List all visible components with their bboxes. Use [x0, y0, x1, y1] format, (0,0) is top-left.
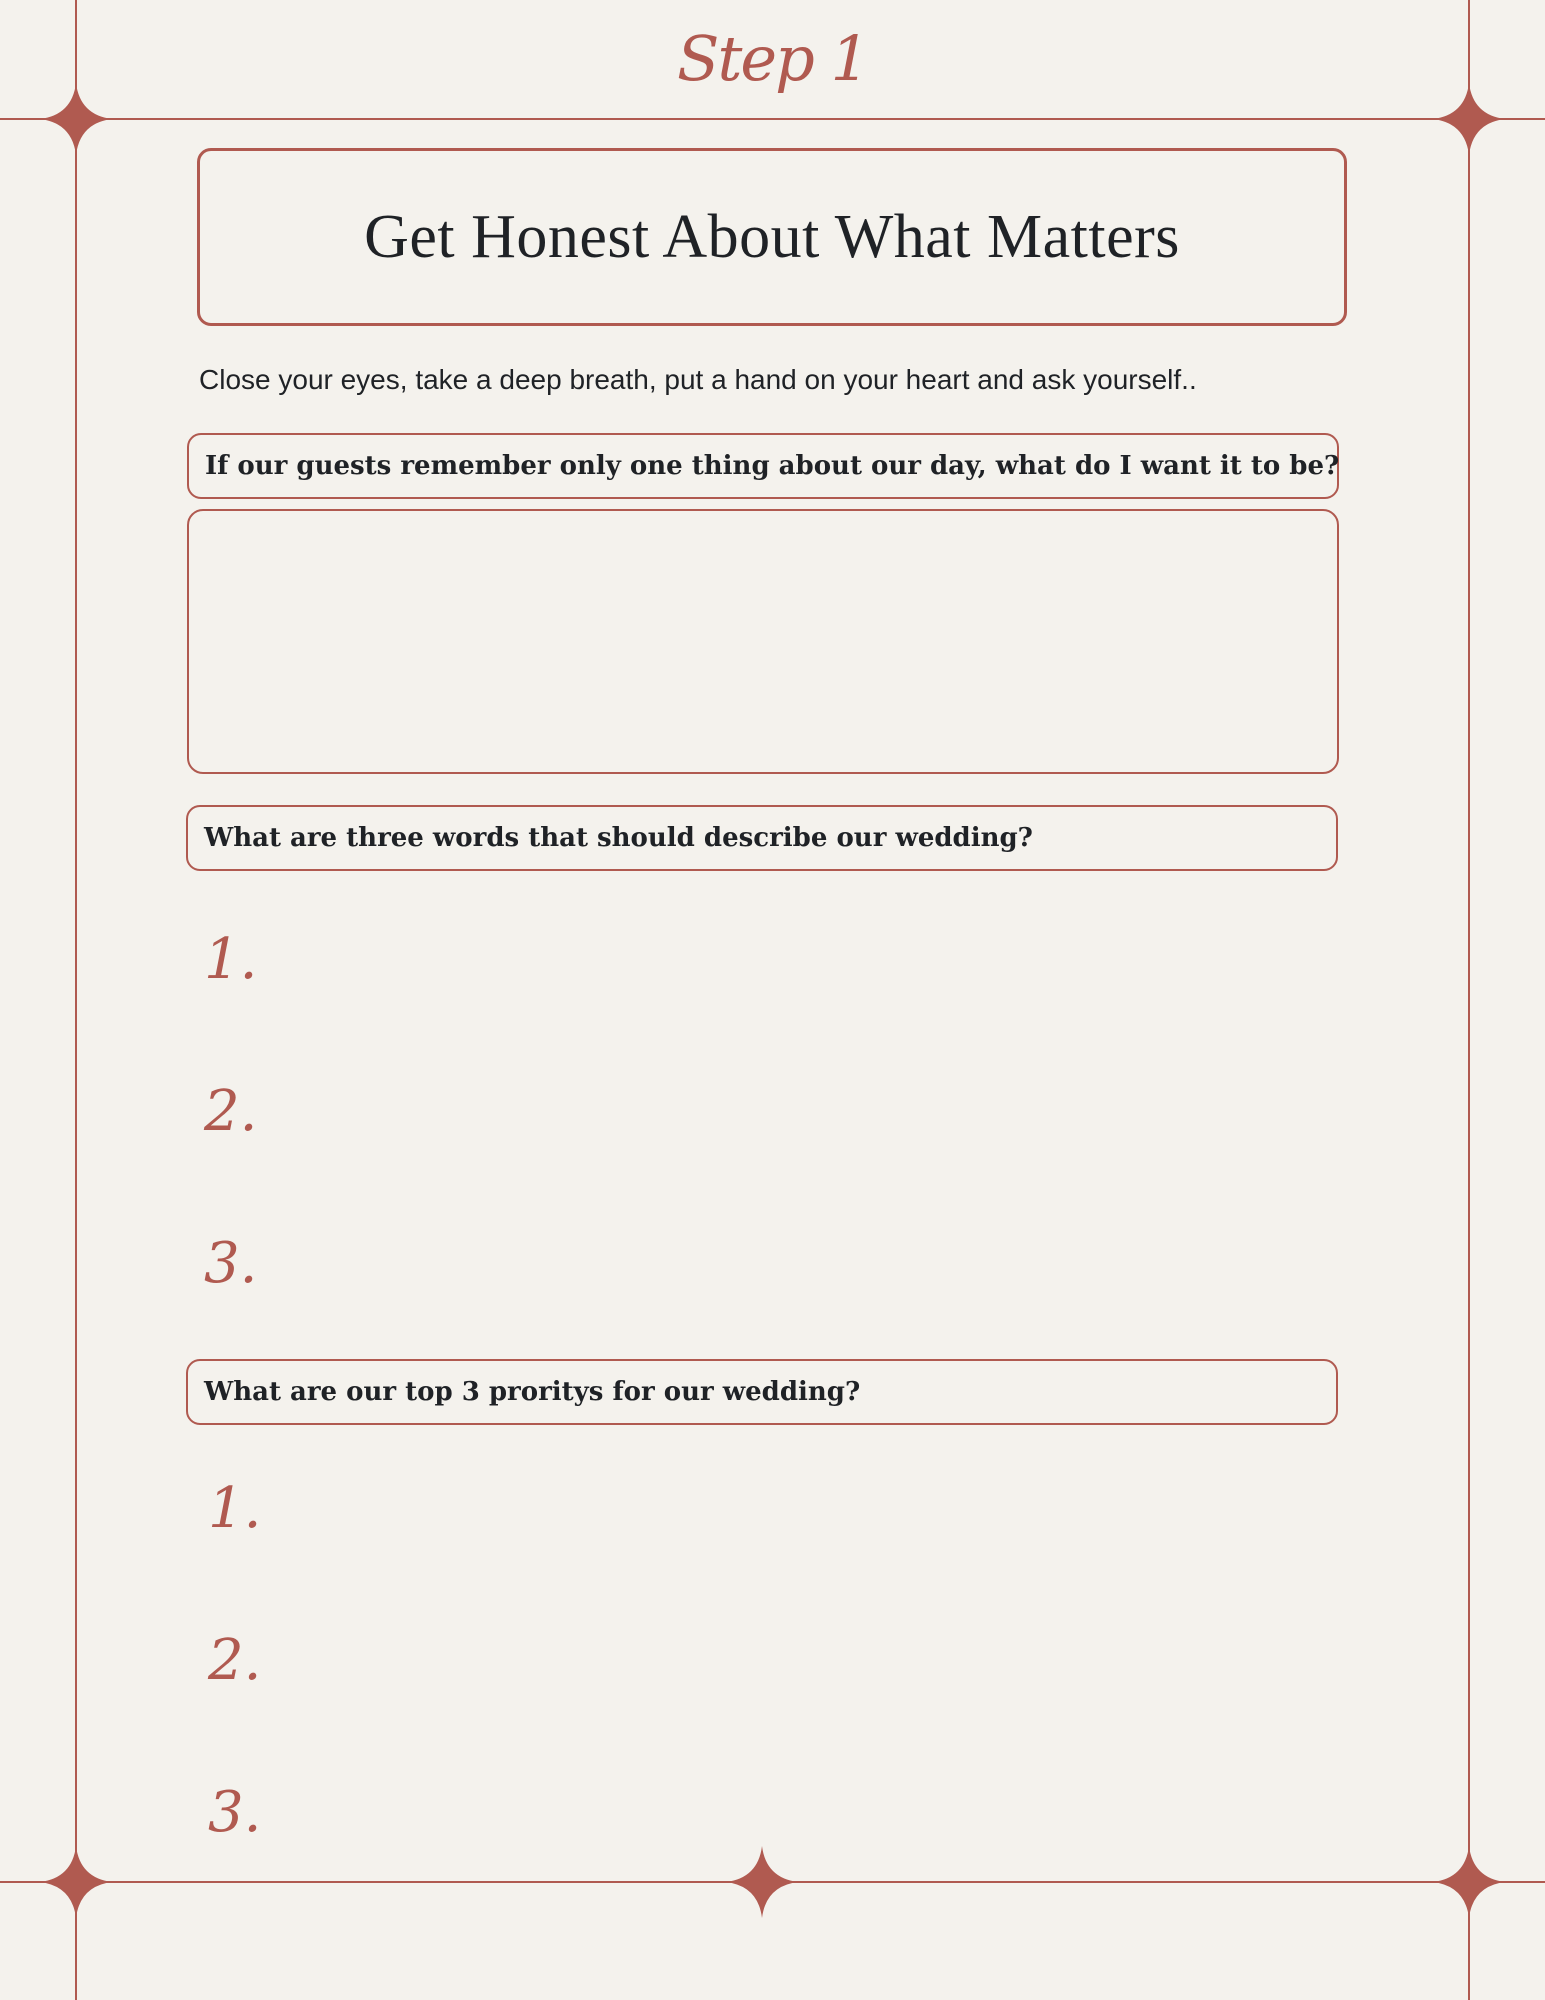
question-1-box — [187, 433, 1339, 499]
question-3-box — [186, 1359, 1338, 1425]
step-label: Step 1 — [677, 22, 868, 95]
question-1-answer-area[interactable] — [187, 509, 1339, 774]
star-icon-bottom-left — [40, 1846, 112, 1918]
question-3-number-2: 2. — [208, 1628, 262, 1693]
title-box — [197, 148, 1347, 326]
frame-line-top — [0, 118, 1545, 120]
question-1-text: If our guests remember only one thing about our day, what do I want it to be? — [205, 451, 1340, 481]
star-icon-bottom-center — [726, 1846, 798, 1918]
page-title: Get Honest About What Matters — [364, 202, 1180, 271]
question-3-number-1: 1. — [208, 1476, 262, 1541]
intro-text: Close your eyes, take a deep breath, put a hand on your heart and ask yourself.. — [199, 364, 1197, 395]
question-2-number-1: 1. — [204, 927, 258, 992]
question-3-number-3: 3. — [208, 1780, 262, 1845]
question-2-box — [186, 805, 1338, 871]
frame-line-left — [75, 0, 77, 2000]
frame-line-right — [1468, 0, 1470, 2000]
question-2-number-3: 3. — [204, 1231, 258, 1296]
question-2-text: What are three words that should describe our wedding? — [204, 823, 1033, 853]
question-3-text: What are our top 3 proritys for our wedding? — [204, 1377, 861, 1407]
star-icon-bottom-right — [1433, 1846, 1505, 1918]
question-2-number-2: 2. — [204, 1079, 258, 1144]
